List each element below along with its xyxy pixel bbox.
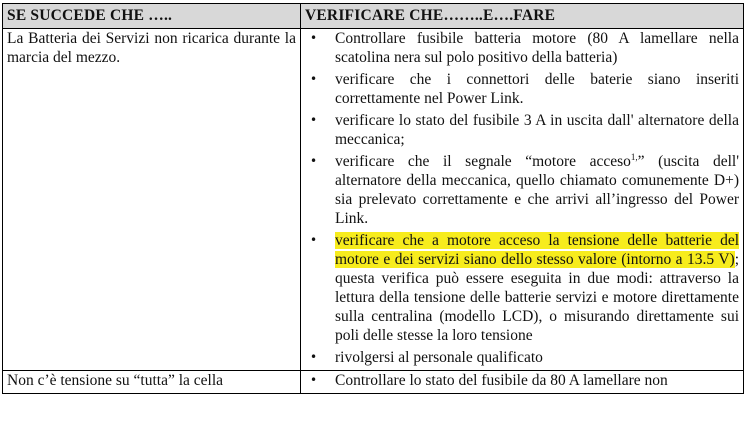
list-item xyxy=(305,29,739,67)
bullet-icon: • xyxy=(310,350,318,364)
condition-cell: Non c’è tensione su “tutta” la cella xyxy=(3,371,301,394)
condition-cell: La Batteria dei Servizi non ricarica durante la marcia del mezzo. xyxy=(3,29,301,371)
bullet-icon: • xyxy=(310,31,318,45)
item-text-before: verificare che il segnale “motore acceso xyxy=(335,153,631,170)
item-text: verificare lo stato del fusibile 3 A in uscita dall' alternatore della meccanica; xyxy=(335,112,739,148)
list-item xyxy=(305,371,739,390)
item-text: Controllare lo stato del fusibile da 80 A lamellare non xyxy=(335,372,668,389)
list-item xyxy=(305,70,739,108)
table-row xyxy=(3,29,744,371)
actions-cell xyxy=(301,371,744,394)
list-item xyxy=(305,152,739,228)
item-text: Controllare fusibile batteria motore (80 A lamellare nella scatolina nera sul polo positivo della batteria) xyxy=(335,30,739,66)
list-item xyxy=(305,348,739,367)
header-condition: SE SUCCEDE CHE ….. xyxy=(3,4,301,29)
table-row xyxy=(3,371,744,394)
bullet-icon: • xyxy=(310,113,318,127)
list-item xyxy=(305,111,739,149)
table-header-row xyxy=(3,4,744,29)
troubleshooting-table xyxy=(2,3,744,394)
header-actions: VERIFICARE CHE……..E….FARE xyxy=(301,4,744,29)
footnote-marker: 1, xyxy=(630,151,638,162)
item-text: verificare che i connettori delle baterie siano inseriti correttamente nel Power Link. xyxy=(335,71,739,107)
bullet-icon: • xyxy=(310,154,318,168)
highlighted-text: verificare che a motore acceso la tensione delle batterie del motore e dei servizi siano dello stesso valore (intorno a 13.5 V) xyxy=(335,232,739,268)
item-text-after: ” (uscita dell' alternatore della meccanica, quello chiamato comunemente D+) sia prelevato correttamente e che arrivi all’ingresso del Power Link. xyxy=(335,153,739,227)
item-text: rivolgersi al personale qualificato xyxy=(335,349,543,366)
actions-cell xyxy=(301,29,744,371)
actions-list xyxy=(305,371,739,390)
bullet-icon: • xyxy=(310,233,318,247)
bullet-icon: • xyxy=(310,72,318,86)
bullet-icon: • xyxy=(310,373,318,387)
list-item xyxy=(305,231,739,345)
actions-list xyxy=(305,29,739,367)
item-text-after: ; questa verifica può essere eseguita in due modi: attraverso la lettura della tensione delle batterie servizi e motore direttamente sulla centralina (modello LCD), o misurando direttamente sui poli delle stesse la loro tensione xyxy=(335,251,739,344)
